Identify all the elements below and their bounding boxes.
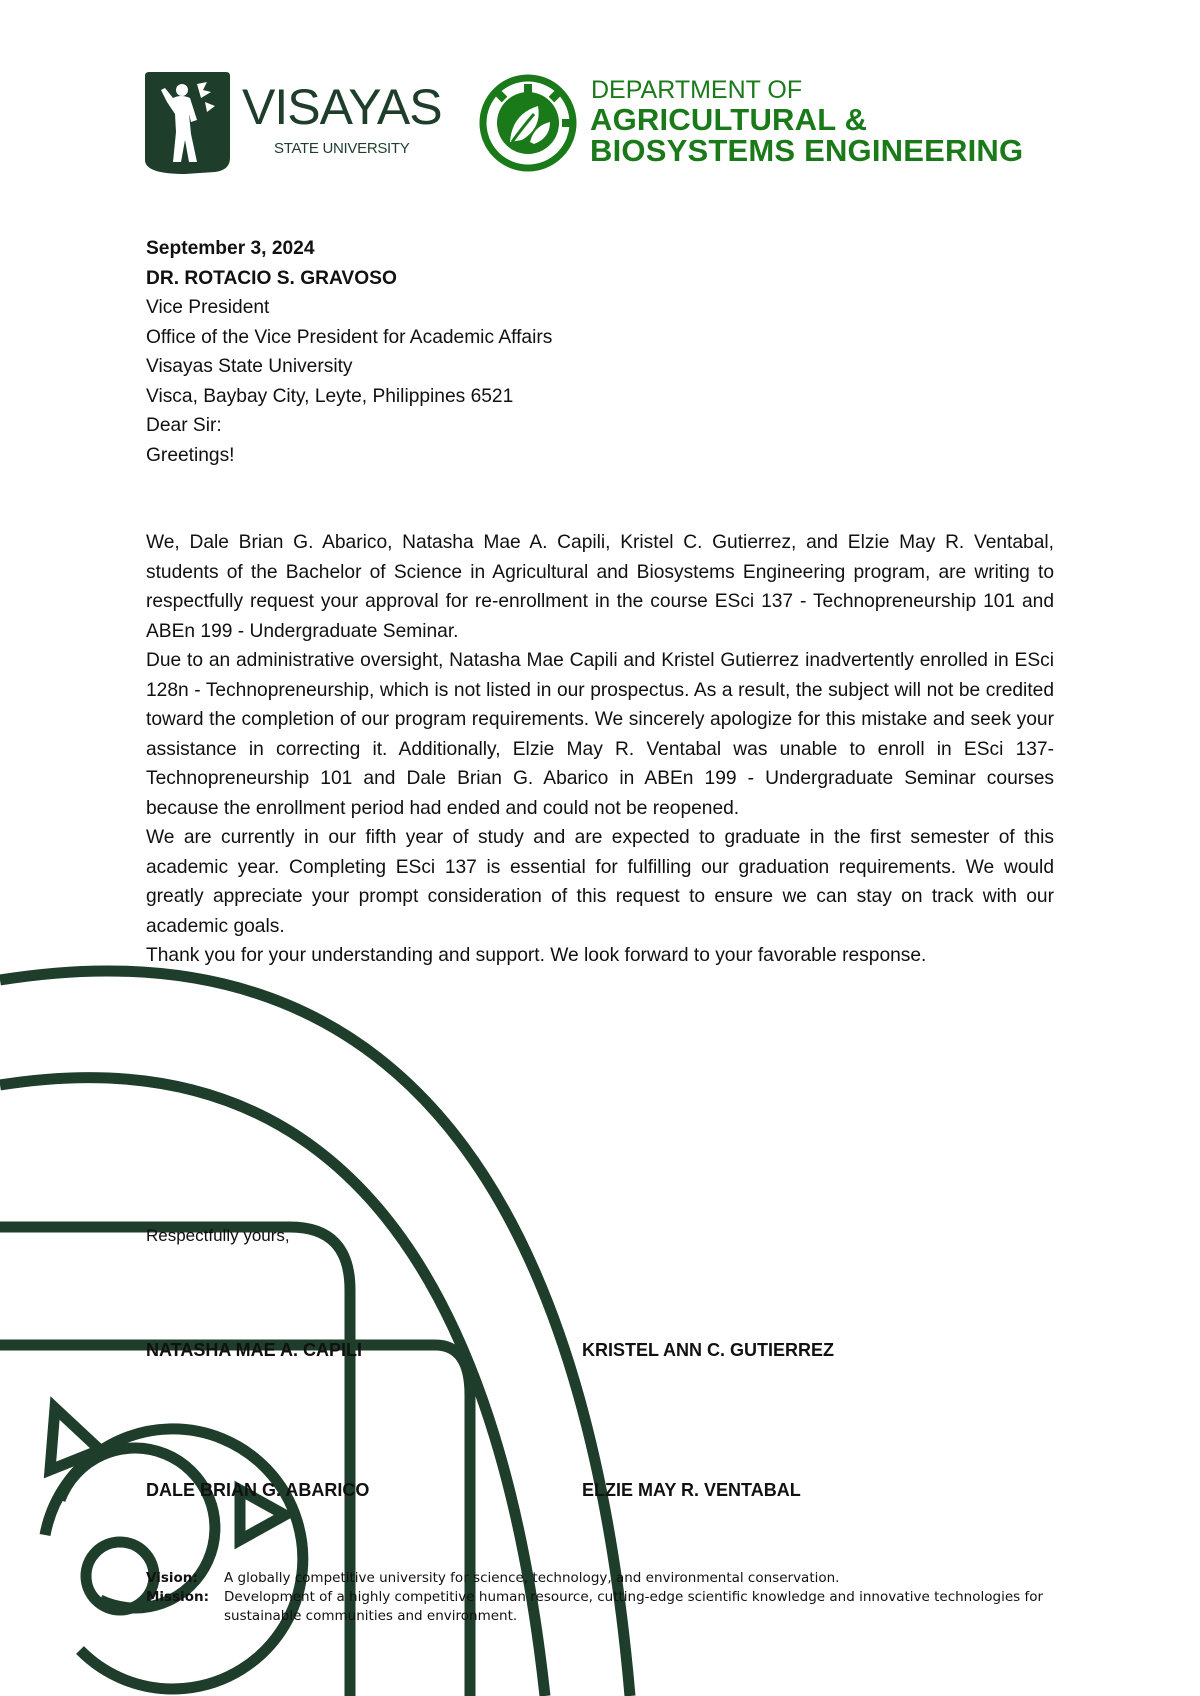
mission-label: Mission: xyxy=(146,1589,210,1605)
signatory-name: KRISTEL ANN C. GUTIERREZ xyxy=(582,1340,835,1360)
greeting: Greetings! xyxy=(146,444,235,466)
letter-body xyxy=(146,234,1054,971)
recipient-office: Office of the Vice President for Academic Affairs xyxy=(146,326,553,348)
department-label: DEPARTMENT OF xyxy=(591,76,803,104)
vision-row xyxy=(146,1569,1056,1588)
recipient-address: Visca, Baybay City, Leyte, Philippines 6521 xyxy=(146,385,514,407)
letter-date: September 3, 2024 xyxy=(146,238,315,259)
mission-text: Development of a highly competitive human resource, cutting-edge scientific knowledge and innovative technologies for sustainable communities and environment. xyxy=(224,1589,1044,1624)
vsu-logo-icon xyxy=(145,72,230,174)
footer-vision-mission xyxy=(146,1569,1056,1626)
vision-label: Vision: xyxy=(146,1570,198,1586)
department-logo-icon xyxy=(478,70,578,176)
university-subtitle: STATE UNIVERSITY xyxy=(274,140,410,157)
mission-row xyxy=(146,1588,1056,1626)
department-name-line2: BIOSYSTEMS ENGINEERING xyxy=(590,133,1024,168)
body-paragraph-3: We are currently in our fifth year of study and are expected to graduate in the first semester of this academic year. Completing ESci 137 is essential for fulfilling our graduation requirements. We would greatly appreciate your prompt consideration of this request to ensure we can stay on track with our academic goals. xyxy=(146,827,1054,937)
salutation: Dear Sir: xyxy=(146,415,222,436)
recipient-name: DR. ROTACIO S. GRAVOSO xyxy=(146,267,397,289)
recipient-title: Vice President xyxy=(146,297,270,318)
department-name-line1: AGRICULTURAL & xyxy=(590,102,868,137)
vision-text: A globally competitive university for science, technology, and environmental conservation. xyxy=(224,1570,840,1586)
body-paragraph-1: We, Dale Brian G. Abarico, Natasha Mae A. Capili, Kristel C. Gutierrez, and Elzie May R. Ventabal, students of the Bachelor of Science in Agricultural and Biosystems Engineering program, are writing to respectfully request your approval for re-enrollment in the course ESci 137 - Technopreneurship 101 and ABEn 199 - Undergraduate Seminar. xyxy=(146,532,1054,642)
signatory-name: DALE BRIAN G. ABARICO xyxy=(146,1480,370,1500)
signatory-name: NATASHA MAE A. CAPILI xyxy=(146,1340,362,1360)
university-name: VISAYAS xyxy=(242,79,442,135)
body-paragraph-4: Thank you for your understanding and support. We look forward to your favorable response. xyxy=(146,945,927,966)
recipient-block xyxy=(146,264,1054,412)
recipient-institution: Visayas State University xyxy=(146,356,353,377)
closing-line: Respectfully yours, xyxy=(146,1226,290,1245)
body-paragraph-2: Due to an administrative oversight, Natasha Mae Capili and Kristel Gutierrez inadvertently enrolled in ESci 128n - Technopreneurship, which is not listed in our prospectus. As a result, the subject will not be credited toward the completion of our program requirements. We sincerely apologize for this mistake and seek your assistance in correcting it. Additionally, Elzie May R. Ventabal was unable to enroll in ESci 137- Technopreneurship 101 and Dale Brian G. Abarico in ABEn 199 - Undergraduate Seminar courses because the enrollment period had ended and could not be reopened. xyxy=(146,650,1054,819)
signatory-name: ELZIE MAY R. VENTABAL xyxy=(582,1480,801,1500)
letterhead xyxy=(145,70,1055,180)
